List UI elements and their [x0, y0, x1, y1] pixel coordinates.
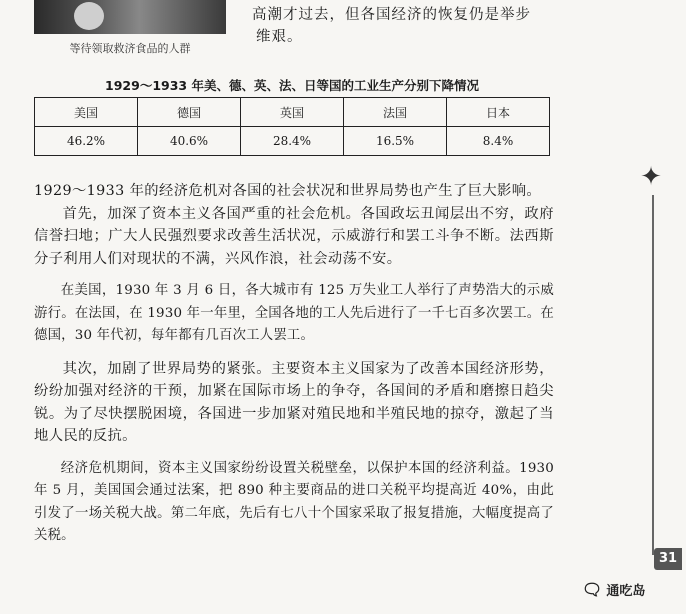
top-text	[252, 4, 552, 48]
watermark	[582, 574, 686, 604]
production-table	[34, 97, 550, 156]
paragraph-first-point: 首先，加深了资本主义各国严重的社会危机。各国政坛丑闻层出不穷，政府信誉扫地；广大人民强烈要求改善生活状况，示威游行和罢工斗争不断。法西斯分子利用人们对现状的不满，兴风作浪，社会动荡不安。	[34, 205, 554, 267]
body-text	[34, 180, 554, 548]
paragraph-tariffs: 经济危机期间，资本主义国家纷纷设置关税壁垒，以保护本国的经济利益。1930 年 5 月，美国国会通过法案，把 890 种主要商品的进口关税平均提高近 40%，由此引发了一场关税大战。第二年底，先后有七八十个国家采取了报复措施，大幅度提高了关税。	[34, 460, 554, 543]
wechat-icon: 🗨	[582, 579, 603, 599]
photo-caption: 等待领取救济食品的人群	[69, 42, 191, 55]
table-header-row	[35, 98, 550, 127]
header-france: 法国	[344, 98, 447, 127]
table-value-row	[35, 127, 550, 156]
paragraph-second-point: 其次，加剧了世界局势的紧张。主要资本主义国家为了改善本国经济形势，纷纷加强对经济的干预，加紧在国际市场上的争夺，各国间的矛盾和磨擦日趋尖锐。为了尽快摆脱困境，各国进一步加紧对殖民地和半殖民地的掠夺，激起了当地人民的反抗。	[34, 360, 554, 444]
top-text-line-2: 维艰。	[256, 29, 303, 45]
page-number: 31	[654, 548, 682, 570]
header-britain: 英国	[241, 98, 344, 127]
paragraph-example-strikes: 在美国，1930 年 3 月 6 日，各大城市有 125 万失业工人举行了声势浩大的示威游行。在法国，在 1930 年一年里，全国各地的工人先后进行了一千七百多次罢工。在德国，30 年代初，每年都有几百次工人罢工。	[34, 283, 554, 343]
dragon-emblem-icon: ✦	[640, 162, 662, 192]
value-germany: 40.6%	[138, 127, 241, 156]
value-britain: 28.4%	[241, 127, 344, 156]
header-usa: 美国	[35, 98, 138, 127]
table-title: 1929～1933 年美、德、英、法、日等国的工业生产分别下降情况	[105, 78, 479, 93]
value-usa: 46.2%	[35, 127, 138, 156]
top-text-line-1: 高潮才过去，但各国经济的恢复仍是举步	[252, 7, 531, 23]
header-germany: 德国	[138, 98, 241, 127]
photo-crowd	[34, 0, 226, 34]
watermark-text: 通吃岛	[606, 583, 646, 599]
value-france: 16.5%	[344, 127, 447, 156]
value-japan: 8.4%	[447, 127, 550, 156]
side-divider	[652, 195, 654, 555]
header-japan: 日本	[447, 98, 550, 127]
paragraph-intro: 1929～1933 年的经济危机对各国的社会状况和世界局势也产生了巨大影响。	[34, 183, 542, 199]
